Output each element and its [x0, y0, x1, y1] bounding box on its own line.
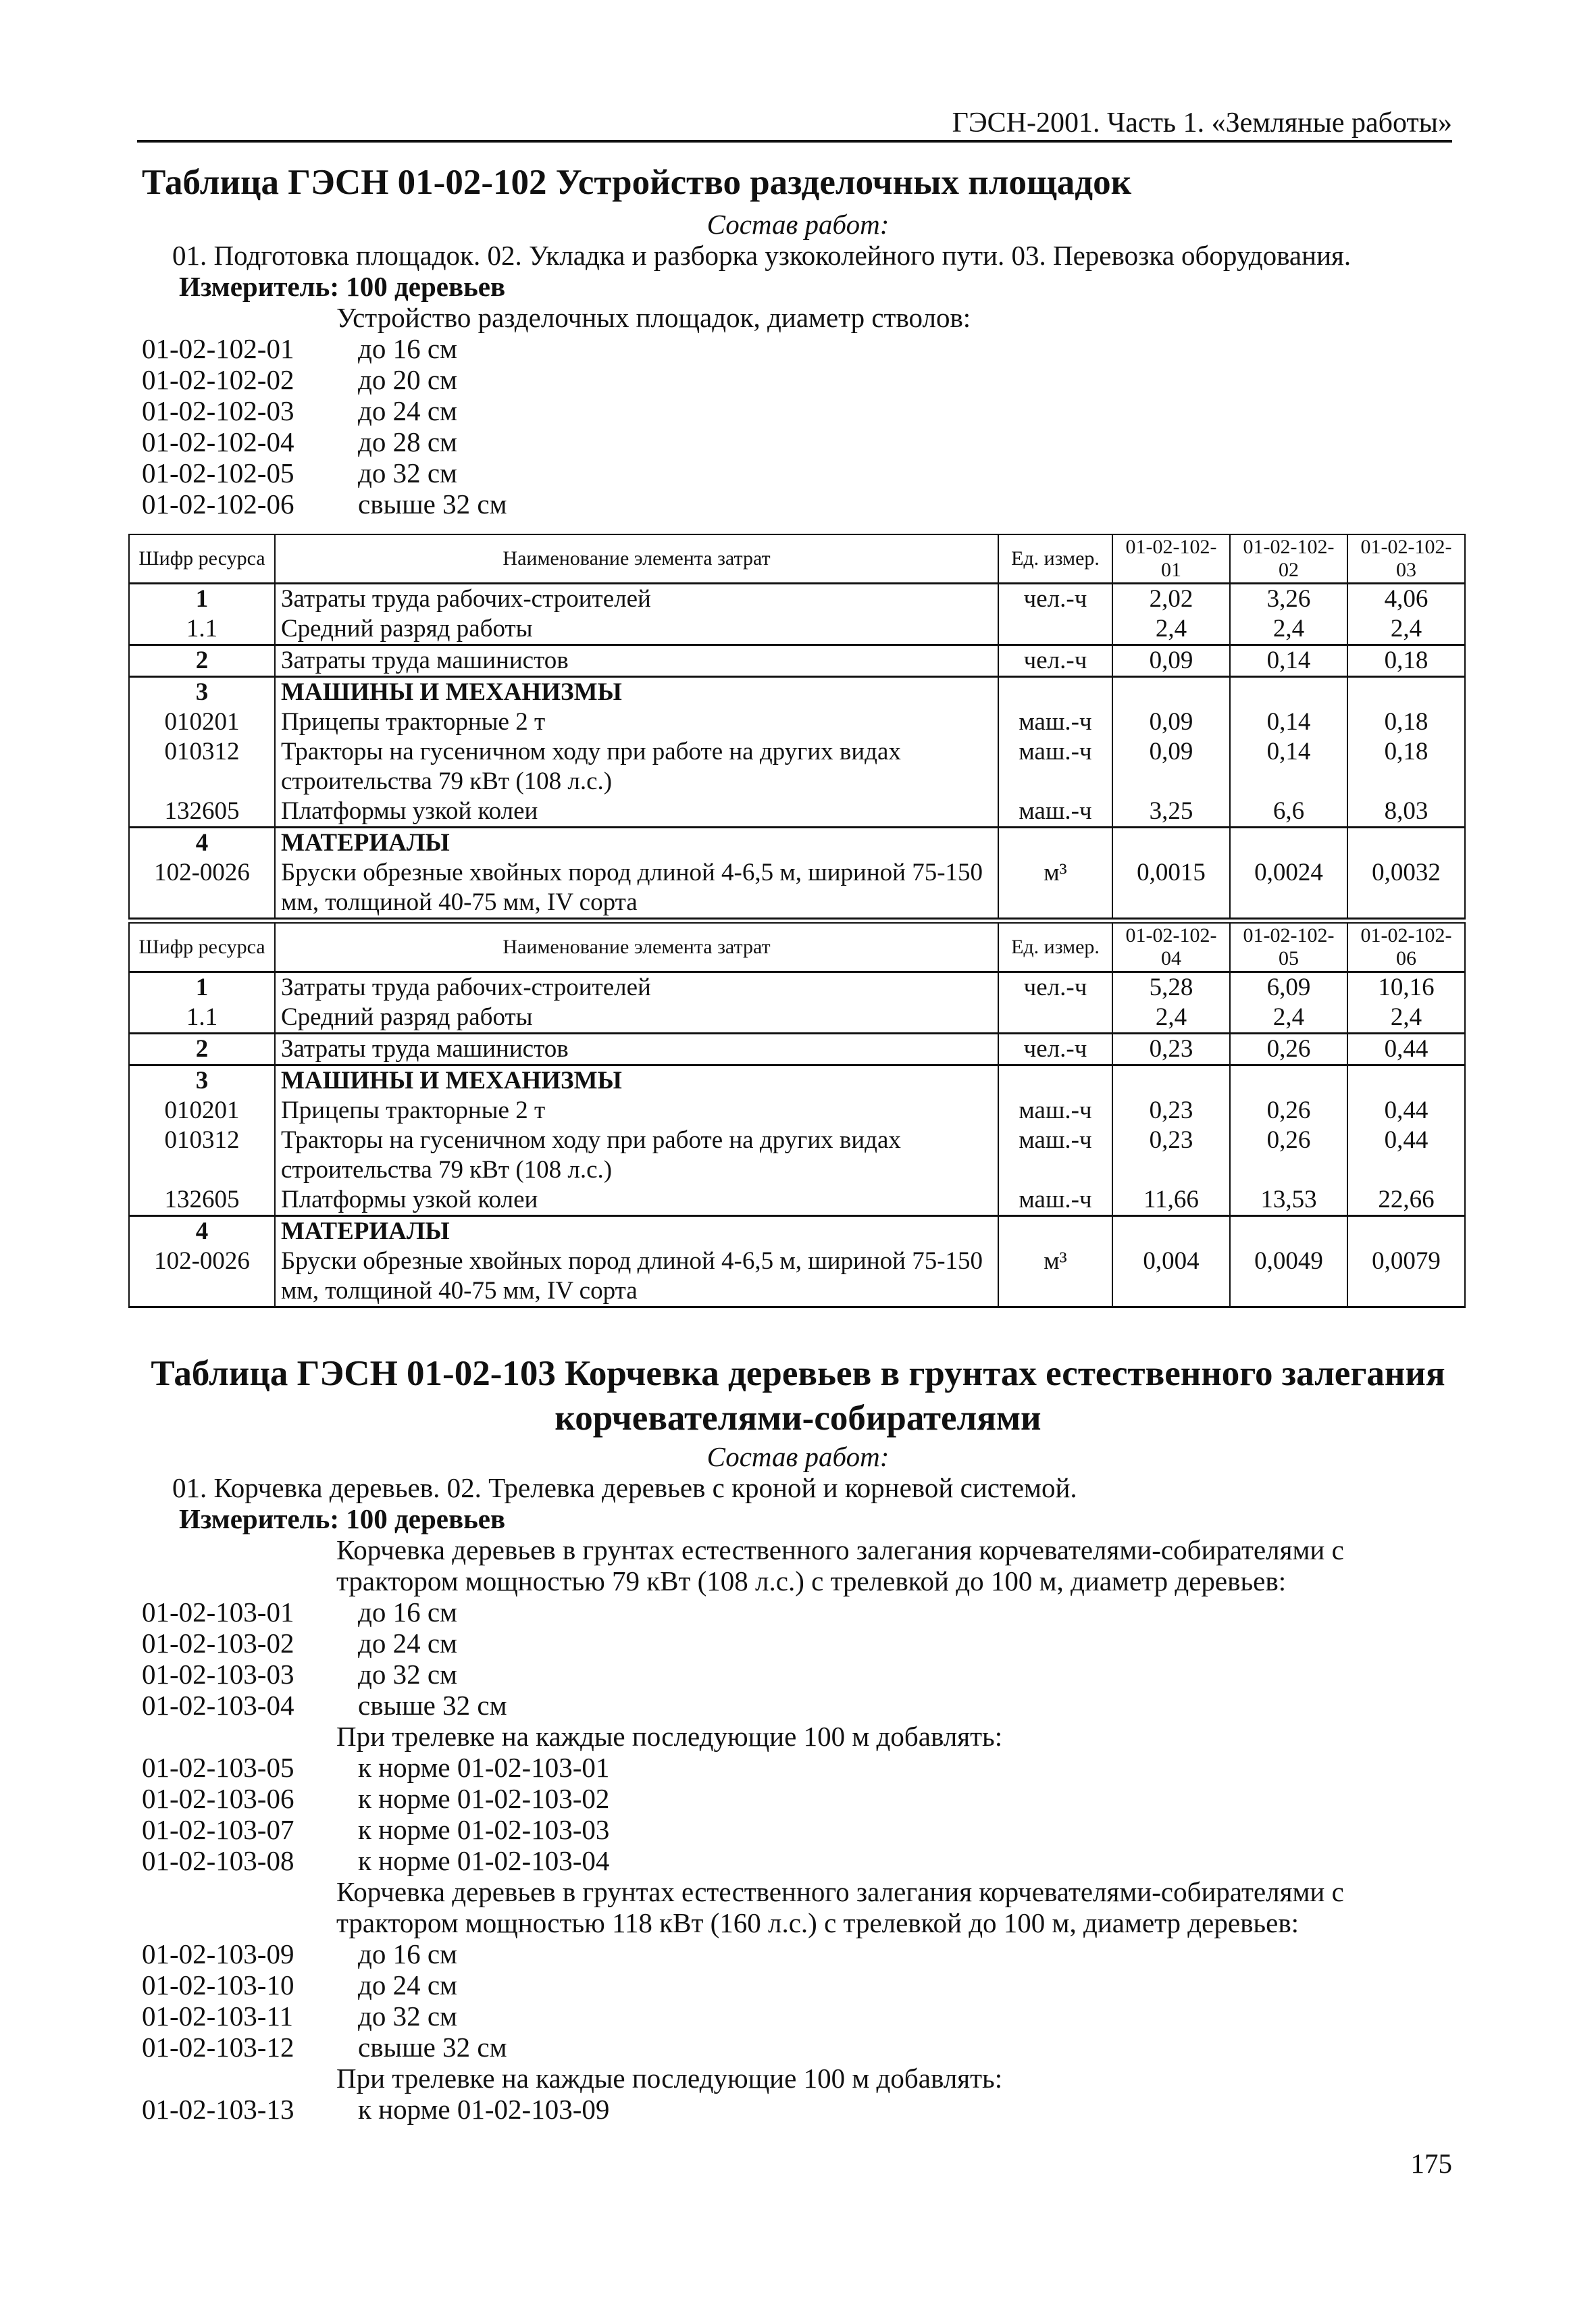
cell-unit: маш.-ч [998, 707, 1112, 737]
cell-value: 0,14 [1230, 645, 1347, 676]
cell-name: Платформы узкой колеи [275, 1185, 998, 1216]
cell-name: Затраты труда машинистов [275, 1033, 998, 1065]
cell-value [1347, 1065, 1465, 1096]
norm-description: до 24 см [358, 395, 458, 426]
section1-intro: Устройство разделочных площадок, диаметр стволов: [336, 302, 971, 333]
cell-value: 0,0015 [1112, 858, 1230, 919]
cell-name: Платформы узкой колеи [275, 797, 998, 828]
cell-unit: маш.-ч [998, 797, 1112, 828]
cell-value [1112, 1215, 1230, 1247]
norm-description: до 32 см [358, 2001, 458, 2032]
norm-description: до 28 см [358, 426, 458, 457]
cell-value [1230, 1065, 1347, 1096]
table-row [129, 1033, 1465, 1065]
norm-code: 01-02-103-11 [142, 2001, 293, 2032]
cell-value: 0,26 [1230, 1096, 1347, 1126]
cell-name: Прицепы тракторные 2 т [275, 1096, 998, 1126]
cell-unit: м³ [998, 1247, 1112, 1307]
cell-value: 0,18 [1347, 645, 1465, 676]
cell-value [1347, 827, 1465, 858]
norm-description: до 24 см [358, 1628, 458, 1659]
cell-unit: маш.-ч [998, 1096, 1112, 1126]
cell-unit: маш.-ч [998, 1185, 1112, 1216]
norm-description: до 16 см [358, 1938, 458, 1969]
norm-description: до 20 см [358, 364, 458, 395]
cell-value: 0,26 [1230, 1126, 1347, 1185]
norm-description: до 16 см [358, 1596, 458, 1628]
norm-code: 01-02-102-02 [142, 364, 294, 395]
code-row [142, 1969, 1087, 2000]
norm-code: 01-02-103-08 [142, 1845, 294, 1876]
header-name: Наименование элемента затрат [275, 923, 998, 972]
code-row [142, 1782, 1087, 1813]
cell-unit [998, 614, 1112, 645]
cell-value: 0,14 [1230, 707, 1347, 737]
cell-name: Прицепы тракторные 2 т [275, 707, 998, 737]
header-unit: Ед. измер. [998, 534, 1112, 583]
cell-name: Бруски обрезные хвойных пород длиной 4-6,5 м, шириной 75-150 мм, толщиной 40-75 мм, IV сорта [275, 1247, 998, 1307]
code-row [142, 1689, 1087, 1720]
table-row [129, 583, 1465, 614]
cell-value [1112, 827, 1230, 858]
section2-izmeritel: Измеритель: 100 деревьев [179, 1503, 506, 1534]
cell-value [1347, 1215, 1465, 1247]
norm-description: свыше 32 см [358, 488, 507, 520]
norm-description: до 16 см [358, 333, 458, 364]
cell-unit [998, 1003, 1112, 1034]
table-row [129, 797, 1465, 828]
section2-intro1-b: трактором мощностью 79 кВт (108 л.с.) с трелевкой до 100 м, диаметр деревьев: [336, 1565, 1287, 1596]
header-col-2: 01-02-102-05 [1230, 923, 1347, 972]
cell-value: 0,0049 [1230, 1247, 1347, 1307]
cell-unit: чел.-ч [998, 1033, 1112, 1065]
resource-table-2 [128, 922, 1466, 1308]
norm-code: 01-02-102-05 [142, 457, 294, 488]
code-row [142, 1751, 1087, 1782]
norm-code: 01-02-103-03 [142, 1659, 294, 1690]
header-col-1: 01-02-102-01 [1112, 534, 1230, 583]
cell-value: 13,53 [1230, 1185, 1347, 1216]
norm-code: 01-02-102-03 [142, 395, 294, 426]
cell-value: 0,09 [1112, 645, 1230, 676]
table-row [129, 1096, 1465, 1126]
cell-value: 0,004 [1112, 1247, 1230, 1307]
cell-name: Тракторы на гусеничном ходу при работе на других видах строительства 79 кВт (108 л.с.) [275, 1126, 998, 1185]
header-shifr: Шифр ресурса [129, 923, 275, 972]
cell-value: 2,02 [1112, 583, 1230, 614]
code-row [142, 1596, 1087, 1627]
cell-value: 2,4 [1230, 1003, 1347, 1034]
code-row [142, 1844, 1087, 1876]
section1-izmeritel: Измеритель: 100 деревьев [179, 271, 506, 302]
cell-value: 0,23 [1112, 1126, 1230, 1185]
norm-description: свыше 32 см [358, 1690, 507, 1721]
norm-description: к норме 01-02-103-01 [358, 1752, 610, 1783]
table-row [129, 972, 1465, 1003]
cell-name: Затраты труда рабочих-строителей [275, 972, 998, 1003]
cell-value [1230, 676, 1347, 707]
cell-shifr: 2 [129, 645, 275, 676]
norm-code: 01-02-103-10 [142, 1969, 294, 2001]
cell-name: Средний разряд работы [275, 614, 998, 645]
cell-value: 0,0024 [1230, 858, 1347, 919]
cell-value: 0,44 [1347, 1033, 1465, 1065]
cell-value [1112, 676, 1230, 707]
norm-code: 01-02-102-01 [142, 333, 294, 364]
cell-unit [998, 1065, 1112, 1096]
norm-code: 01-02-103-04 [142, 1690, 294, 1721]
cell-value: 0,18 [1347, 737, 1465, 797]
norm-code: 01-02-103-07 [142, 1814, 294, 1845]
cell-shifr: 132605 [129, 1185, 275, 1216]
table-row [129, 827, 1465, 858]
norm-code: 01-02-102-06 [142, 488, 294, 520]
cell-shifr: 3 [129, 1065, 275, 1096]
cell-name: МАТЕРИАЛЫ [275, 1215, 998, 1247]
cell-value: 2,4 [1230, 614, 1347, 645]
cell-unit [998, 1215, 1112, 1247]
cell-value: 5,28 [1112, 972, 1230, 1003]
cell-value: 2,4 [1347, 1003, 1465, 1034]
cell-value: 0,14 [1230, 737, 1347, 797]
norm-code: 01-02-103-09 [142, 1938, 294, 1969]
cell-shifr: 010201 [129, 1096, 275, 1126]
header-name: Наименование элемента затрат [275, 534, 998, 583]
cell-shifr: 102-0026 [129, 1247, 275, 1307]
code-row [142, 1627, 1087, 1658]
cell-value: 0,23 [1112, 1096, 1230, 1126]
cell-value: 0,44 [1347, 1126, 1465, 1185]
cell-value: 0,44 [1347, 1096, 1465, 1126]
cell-value: 0,18 [1347, 707, 1465, 737]
table-row [129, 707, 1465, 737]
code-row [142, 332, 1087, 363]
cell-value: 6,6 [1230, 797, 1347, 828]
table-row [129, 676, 1465, 707]
norm-description: до 32 см [358, 457, 458, 488]
table-row [129, 1247, 1465, 1307]
section2-sostav-label: Состав работ: [706, 1441, 890, 1472]
section2-intro2-a: Корчевка деревьев в грунтах естественного залегания корчевателями-собирателями с [336, 1876, 1344, 1907]
norm-description: свыше 32 см [358, 2032, 507, 2063]
section1-title: Таблица ГЭСН 01-02-102 Устройство разделочных площадок [142, 163, 1132, 202]
norm-code: 01-02-103-06 [142, 1783, 294, 1814]
page-number: 175 [1410, 2148, 1452, 2179]
norm-code: 01-02-103-01 [142, 1596, 294, 1628]
norm-description: к норме 01-02-103-03 [358, 1814, 610, 1845]
cell-value: 22,66 [1347, 1185, 1465, 1216]
cell-value: 0,09 [1112, 707, 1230, 737]
table-row [129, 645, 1465, 676]
cell-value: 0,26 [1230, 1033, 1347, 1065]
section2-intro2-b: трактором мощностью 118 кВт (160 л.с.) с трелевкой до 100 м, диаметр деревьев: [336, 1907, 1299, 1938]
norm-description: к норме 01-02-103-04 [358, 1845, 610, 1876]
cell-value: 2,4 [1112, 1003, 1230, 1034]
cell-value: 10,16 [1347, 972, 1465, 1003]
code-row [142, 363, 1087, 395]
norm-code: 01-02-102-04 [142, 426, 294, 457]
code-row [142, 426, 1087, 457]
header-rule [137, 140, 1452, 143]
norm-code: 01-02-103-05 [142, 1752, 294, 1783]
cell-value: 0,0032 [1347, 858, 1465, 919]
cell-value [1347, 676, 1465, 707]
section2-title: Таблица ГЭСН 01-02-103 Корчевка деревьев в грунтах естественного залегания корчевателями-собирателями [151, 1354, 1445, 1438]
cell-name: Затраты труда рабочих-строителей [275, 583, 998, 614]
cell-value [1230, 827, 1347, 858]
table-row [129, 614, 1465, 645]
section2-add1: При трелевке на каждые последующие 100 м добавлять: [336, 1721, 1003, 1752]
cell-value: 8,03 [1347, 797, 1465, 828]
code-row [142, 2031, 1087, 2062]
cell-shifr: 4 [129, 1215, 275, 1247]
cell-shifr: 1 [129, 583, 275, 614]
cell-value: 0,0079 [1347, 1247, 1465, 1307]
cell-shifr: 010201 [129, 707, 275, 737]
code-row [142, 2000, 1087, 2031]
cell-name: Средний разряд работы [275, 1003, 998, 1034]
header-shifr: Шифр ресурса [129, 534, 275, 583]
cell-shifr: 010312 [129, 1126, 275, 1185]
cell-unit [998, 676, 1112, 707]
cell-shifr: 1.1 [129, 614, 275, 645]
norm-code: 01-02-103-13 [142, 2094, 294, 2125]
cell-name: МАТЕРИАЛЫ [275, 827, 998, 858]
cell-shifr: 102-0026 [129, 858, 275, 919]
cell-value: 6,09 [1230, 972, 1347, 1003]
table-row [129, 1003, 1465, 1034]
code-row [142, 457, 1087, 488]
cell-shifr: 3 [129, 676, 275, 707]
cell-value: 3,26 [1230, 583, 1347, 614]
cell-value: 2,4 [1347, 614, 1465, 645]
header-col-3: 01-02-102-06 [1347, 923, 1465, 972]
cell-unit: чел.-ч [998, 972, 1112, 1003]
cell-unit [998, 827, 1112, 858]
section2-sostav-text: 01. Корчевка деревьев. 02. Трелевка деревьев с кроной и корневой системой. [172, 1472, 1077, 1503]
section2-add2: При трелевке на каждые последующие 100 м добавлять: [336, 2063, 1003, 2094]
table-row [129, 1065, 1465, 1096]
code-row [142, 395, 1087, 426]
running-header: ГЭСН-2001. Часть 1. «Земляные работы» [952, 107, 1452, 139]
cell-shifr: 1.1 [129, 1003, 275, 1034]
cell-shifr: 132605 [129, 797, 275, 828]
cell-unit: маш.-ч [998, 1126, 1112, 1185]
code-row [142, 1813, 1087, 1844]
section1-sostav-text: 01. Подготовка площадок. 02. Укладка и разборка узкоколейного пути. 03. Перевозка оборудования. [172, 240, 1352, 271]
cell-name: МАШИНЫ И МЕХАНИЗМЫ [275, 676, 998, 707]
cell-value: 0,09 [1112, 737, 1230, 797]
cell-name: Затраты труда машинистов [275, 645, 998, 676]
code-row [142, 488, 1087, 519]
cell-shifr: 010312 [129, 737, 275, 797]
cell-value: 2,4 [1112, 614, 1230, 645]
table-row [129, 1215, 1465, 1247]
cell-value: 0,23 [1112, 1033, 1230, 1065]
cell-value: 4,06 [1347, 583, 1465, 614]
table-row [129, 858, 1465, 919]
table-row [129, 737, 1465, 797]
code-row [142, 1938, 1087, 1969]
header-col-2: 01-02-102-02 [1230, 534, 1347, 583]
norm-description: к норме 01-02-103-09 [358, 2094, 610, 2125]
code-row [142, 2093, 1087, 2124]
cell-value [1112, 1065, 1230, 1096]
cell-shifr: 4 [129, 827, 275, 858]
table-row [129, 1126, 1465, 1185]
cell-value: 3,25 [1112, 797, 1230, 828]
cell-shifr: 1 [129, 972, 275, 1003]
section1-sostav-label: Состав работ: [706, 209, 890, 240]
cell-value: 11,66 [1112, 1185, 1230, 1216]
header-unit: Ед. измер. [998, 923, 1112, 972]
cell-name: МАШИНЫ И МЕХАНИЗМЫ [275, 1065, 998, 1096]
norm-description: к норме 01-02-103-02 [358, 1783, 610, 1814]
table-row [129, 1185, 1465, 1216]
norm-description: до 24 см [358, 1969, 458, 2001]
cell-value [1230, 1215, 1347, 1247]
cell-unit: чел.-ч [998, 645, 1112, 676]
cell-unit: маш.-ч [998, 737, 1112, 797]
cell-name: Тракторы на гусеничном ходу при работе на других видах строительства 79 кВт (108 л.с.) [275, 737, 998, 797]
header-col-3: 01-02-102-03 [1347, 534, 1465, 583]
section2-intro1-a: Корчевка деревьев в грунтах естественного залегания корчевателями-собирателями с [336, 1534, 1344, 1565]
cell-unit: чел.-ч [998, 583, 1112, 614]
resource-table-1 [128, 534, 1466, 920]
norm-code: 01-02-103-12 [142, 2032, 294, 2063]
norm-code: 01-02-103-02 [142, 1628, 294, 1659]
code-row [142, 1658, 1087, 1689]
cell-name: Бруски обрезные хвойных пород длиной 4-6,5 м, шириной 75-150 мм, толщиной 40-75 мм, IV сорта [275, 858, 998, 919]
cell-shifr: 2 [129, 1033, 275, 1065]
cell-unit: м³ [998, 858, 1112, 919]
header-col-1: 01-02-102-04 [1112, 923, 1230, 972]
norm-description: до 32 см [358, 1659, 458, 1690]
